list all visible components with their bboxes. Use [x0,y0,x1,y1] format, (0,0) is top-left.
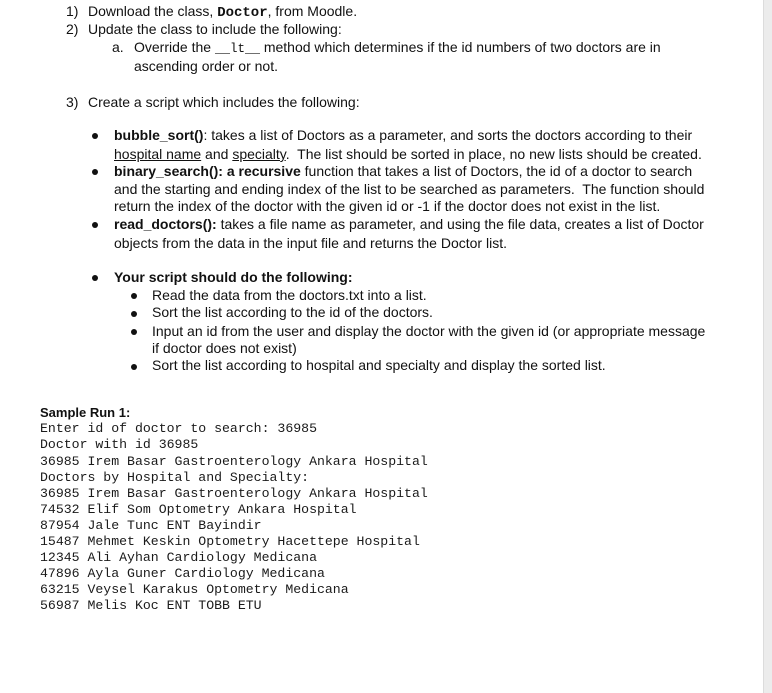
script-item-4: Sort the list according to hospital and specialty and display the sorted list. [152,357,606,373]
sample-run-line: 12345 Ali Ayhan Cardiology Medicana [40,550,317,565]
bubble-sort-desc-line-1 [114,127,692,144]
step-1-number: 1) [66,3,79,19]
sample-run-line: Doctor with id 36985 [40,437,199,452]
bullet-icon [131,311,137,317]
step-2a-label: a. [112,39,124,55]
step-3-number: 3) [66,94,79,110]
read-doctors-desc-line-2 [114,235,507,252]
sample-run-line: 36985 Irem Basar Gastroenterology Ankara Hospital [40,486,428,501]
step-2-text: Update the class to include the following: [88,21,342,37]
bullet-icon [92,133,98,139]
step-2a-method-name: __lt__ [214,42,260,56]
step-2a-text-pre: Override the [134,39,215,55]
sample-run-line: 15487 Mehmet Keskin Optometry Hacettepe Hospital [40,534,420,549]
and-text: and [201,146,233,162]
bullet-icon [92,169,98,175]
sample-run-line: 47896 Ayla Guner Cardiology Medicana [40,566,325,581]
sample-run-line: 87954 Jale Tunc ENT Bayindir [40,518,262,533]
sample-run-line: Doctors by Hospital and Specialty: [40,470,310,485]
read-doctors-desc-line-1 [114,216,704,233]
bullet-icon [131,329,137,335]
script-item-2: Sort the list according to the id of the doctors. [152,304,433,320]
step-1 [66,3,357,22]
step-2 [66,21,342,38]
binary-search-desc-line-2 [114,181,704,198]
bubble-sort-desc-2: . The list should be sorted in place, no new lists should be created. [285,146,702,162]
bullet-icon [131,293,137,299]
step-2a [112,39,661,58]
read-doctors-desc-1: takes a file name as parameter, and using the file data, creates a list of Doctor [216,216,704,232]
bullet-icon [92,275,98,281]
sample-run-line: Enter id of doctor to search: 36985 [40,421,317,436]
sample-run-line: 36985 Irem Basar Gastroenterology Ankara Hospital [40,454,428,469]
sample-run-title: Sample Run 1: [40,405,131,420]
step-2-number: 2) [66,21,79,37]
binary-search-desc-3: return the index of the doctor with the given id or -1 if the doctor does not exist in the list. [114,198,661,214]
binary-search-desc-line-3 [114,198,660,215]
binary-search-name: binary_search(): a recursive [114,163,301,179]
sample-run-line: 63215 Veysel Karakus Optometry Medicana [40,582,349,597]
step-2a-cont-text: ascending order or not. [134,58,278,74]
step-3-text: Create a script which includes the following: [88,94,360,110]
bullet-icon [131,364,137,370]
bubble-sort-desc-1: : takes a list of Doctors as a parameter, and sorts the doctors according to their [203,127,693,143]
hospital-name-term: hospital name [114,146,202,162]
script-section-title: Your script should do the following: [114,269,353,285]
step-3 [66,94,360,111]
read-doctors-name: read_doctors(): [114,216,217,232]
bubble-sort-name: bubble_sort() [114,127,204,143]
vertical-scrollbar[interactable] [763,0,772,693]
sample-run-line: 74532 Elif Som Optometry Ankara Hospital [40,502,357,517]
binary-search-desc-2: and the starting and ending index of the list to be searched as parameters. The function should [114,181,705,197]
read-doctors-desc-2: objects from the data in the input file and returns the Doctor list. [114,235,507,251]
binary-search-desc-line-1 [114,163,692,180]
script-item-3: Input an id from the user and display the doctor with the given id (or appropriate message [152,323,706,339]
bullet-icon [92,222,98,228]
step-1-class-name: Doctor [217,5,268,21]
binary-search-desc-1: function that takes a list of Doctors, the id of a doctor to search [300,163,693,179]
step-1-text-post: , from Moodle. [267,3,358,19]
step-2a-text-post: method which determines if the id numbers of two doctors are in [259,39,661,55]
specialty-term: specialty [232,146,286,162]
step-2a-continued [134,58,278,75]
sample-run-line: 56987 Melis Koc ENT TOBB ETU [40,598,262,613]
bubble-sort-desc-line-2 [114,146,702,163]
script-item-1: Read the data from the doctors.txt into a list. [152,287,427,303]
step-1-text-pre: Download the class, [88,3,218,19]
script-item-3-continued: if doctor does not exist) [152,340,297,356]
